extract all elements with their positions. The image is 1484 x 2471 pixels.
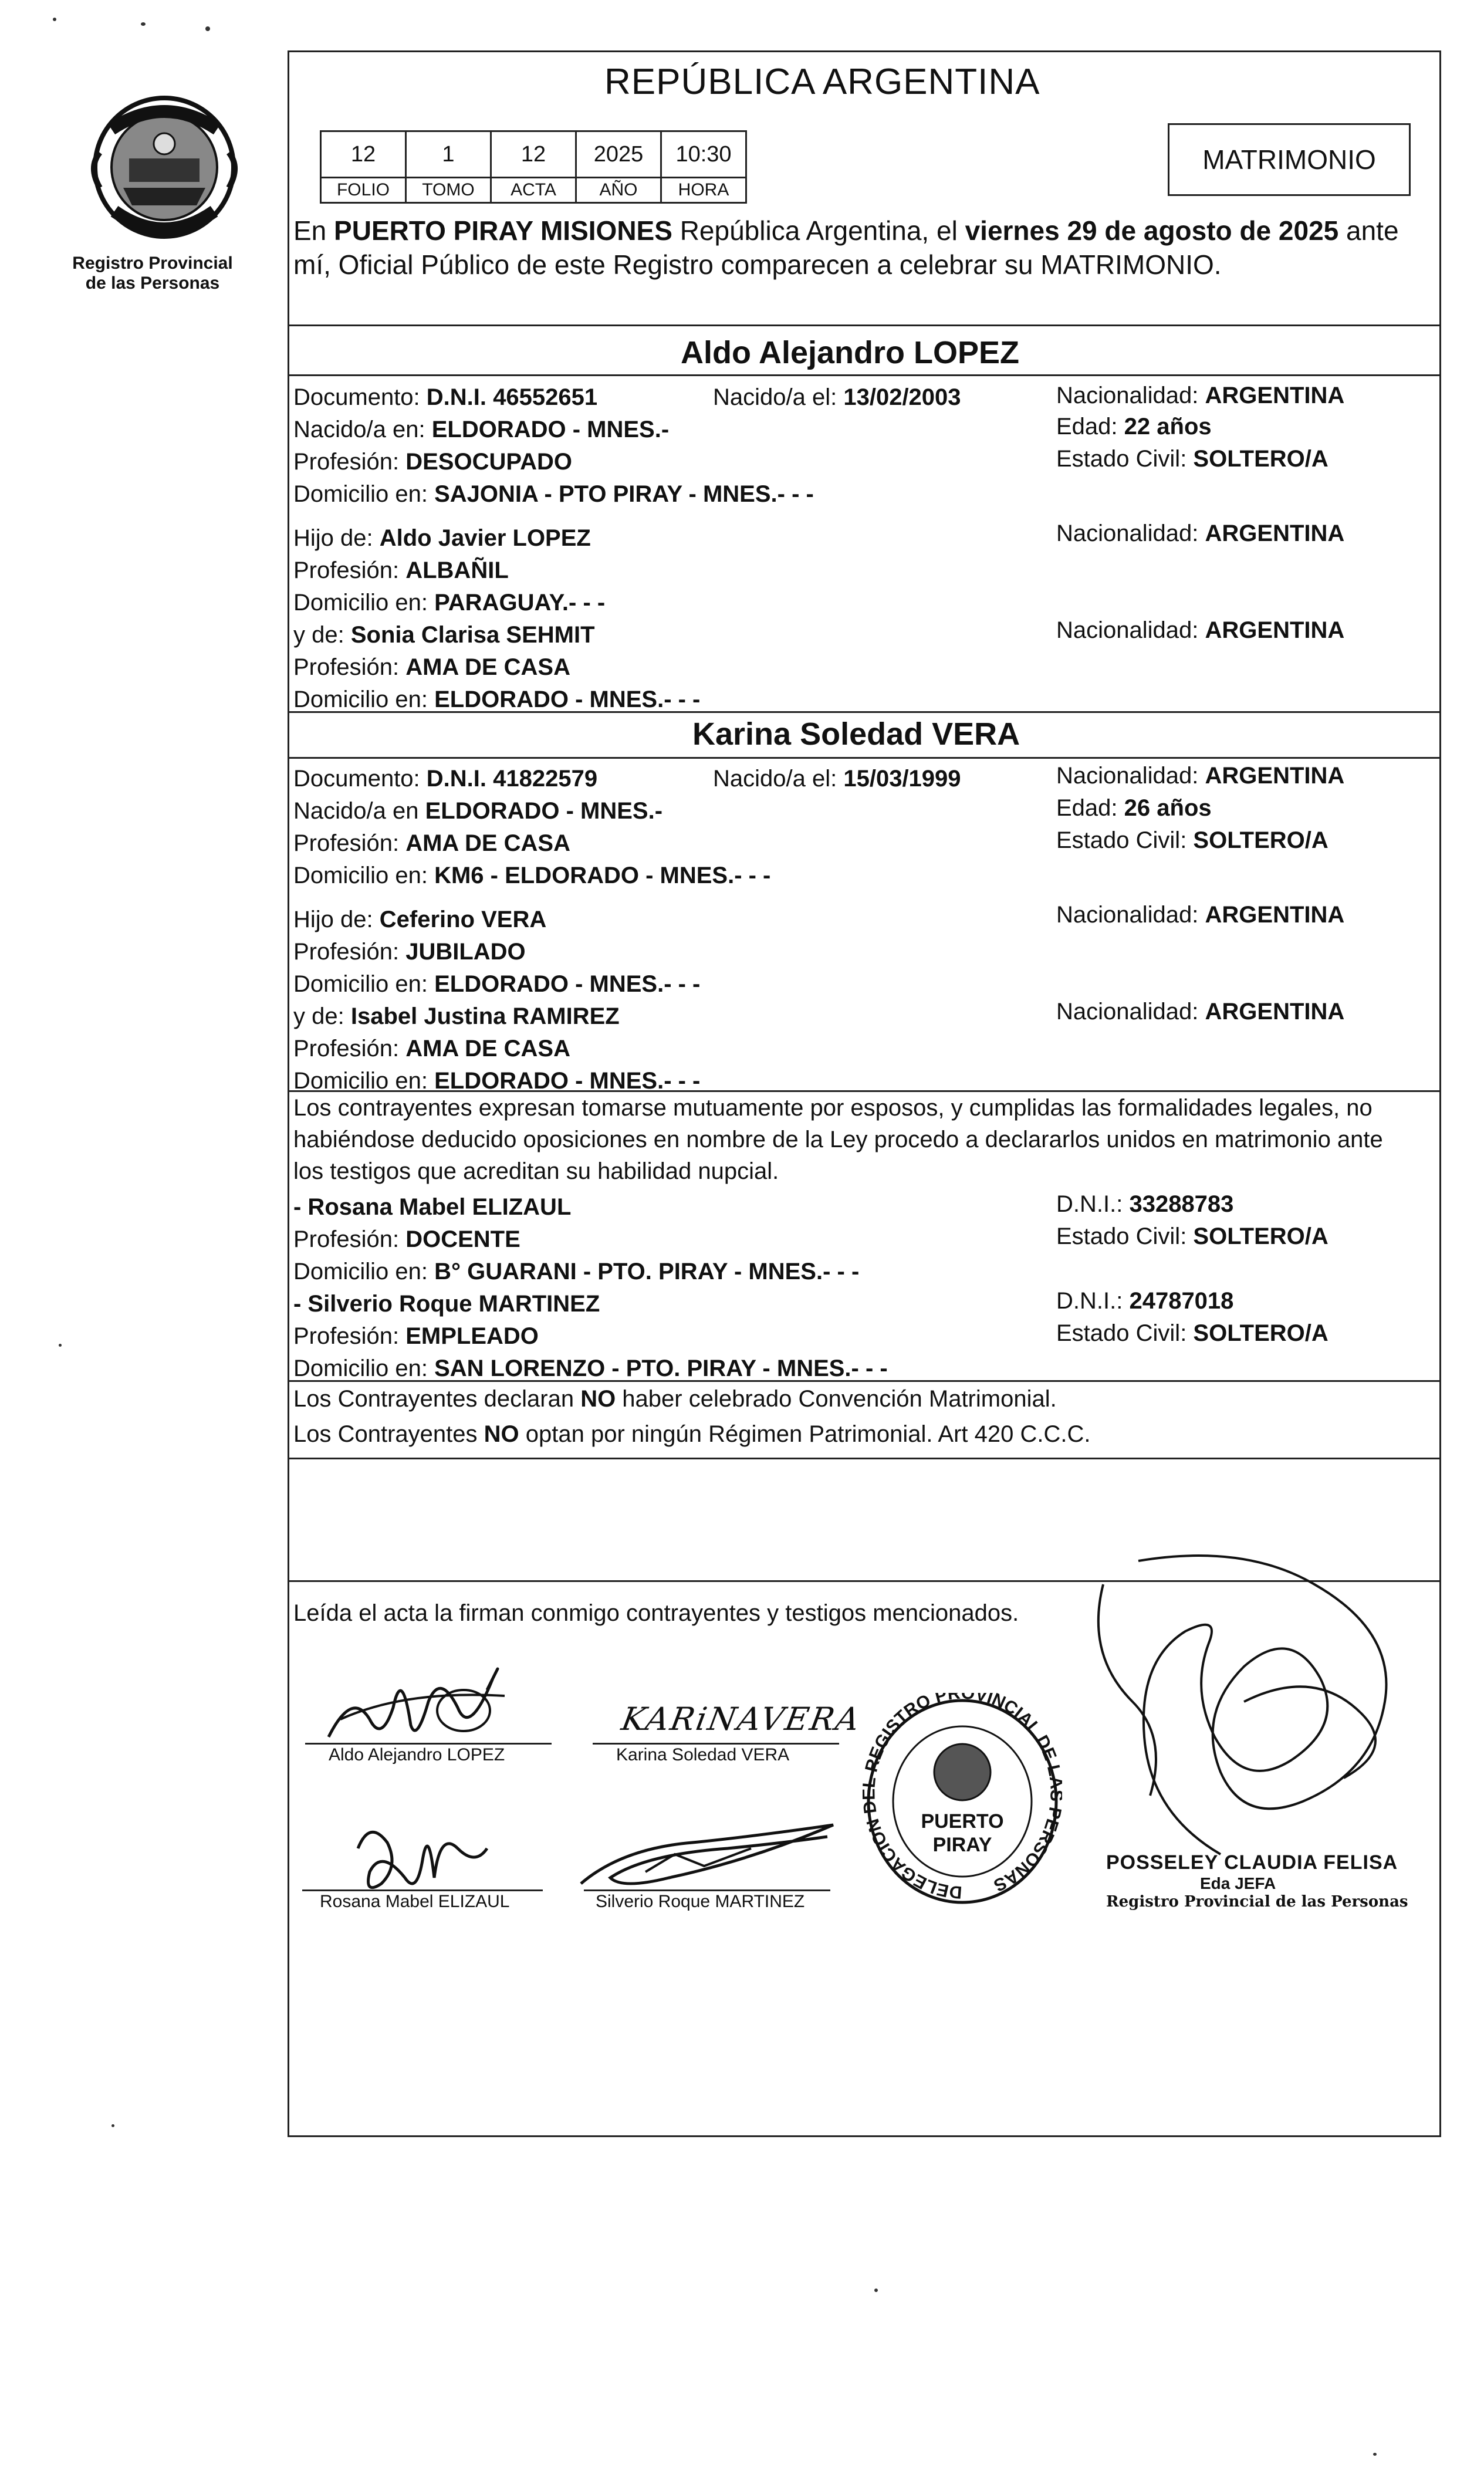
- agency-crest-icon: [88, 88, 241, 246]
- officer-stamp-line-3: Registro Provincial de las Personas: [1106, 1893, 1408, 1911]
- signature-line: [302, 1889, 543, 1891]
- groom-madre-profesion: Profesión: AMA DE CASA: [293, 654, 570, 680]
- folio-value: 12: [321, 131, 406, 178]
- witness-1-signature-caption: Rosana Mabel ELIZAUL: [320, 1892, 510, 1911]
- bride-padre-profesion: Profesión: JUBILADO: [293, 939, 526, 965]
- convention-line-1: Los Contrayentes declaran NO haber celebrado Convención Matrimonial.: [293, 1386, 1057, 1412]
- intro-date: viernes 29 de agosto de 2025: [965, 215, 1339, 246]
- hora-value: 10:30: [661, 131, 746, 178]
- witness-2-dni: D.N.I.: 24787018: [1056, 1288, 1234, 1314]
- groom-name: Aldo Alejandro LOPEZ: [681, 335, 1020, 370]
- officer-stamp: [1106, 1851, 1435, 1911]
- signature-line: [305, 1743, 552, 1745]
- divider: [288, 757, 1441, 759]
- groom-edad: Edad: 22 años: [1056, 414, 1212, 440]
- convention-line-2: Los Contrayentes NO optan por ningún Régimen Patrimonial. Art 420 C.C.C.: [293, 1421, 1091, 1447]
- groom-padre-profesion: Profesión: ALBAÑIL: [293, 557, 509, 583]
- bride-signature-caption: Karina Soledad VERA: [616, 1745, 790, 1764]
- witness-2-domicilio: Domicilio en: SAN LORENZO - PTO. PIRAY - MNES.- - -: [293, 1355, 888, 1381]
- divider: [288, 1380, 1441, 1382]
- groom-estado-civil: Estado Civil: SOLTERO/A: [1056, 446, 1328, 472]
- hora-label: HORA: [661, 178, 746, 203]
- intro-line-2: mí, Oficial Público de este Registro comparecen a celebrar su MATRIMONIO.: [293, 249, 1222, 280]
- acta-label: ACTA: [491, 178, 576, 203]
- witness-2-signature-icon: [575, 1813, 851, 1901]
- bride-name: Karina Soledad VERA: [692, 716, 1020, 752]
- intro-text-a: En: [293, 215, 334, 246]
- bride-profesion: Profesión: AMA DE CASA: [293, 830, 570, 856]
- declaration-line-3: los testigos que acreditan su habilidad nupcial.: [293, 1158, 779, 1184]
- scan-speck: [59, 1344, 62, 1347]
- agency-line-2: de las Personas: [85, 273, 220, 293]
- intro-text-b: República Argentina, el: [672, 215, 965, 246]
- bride-documento: Documento: D.N.I. 41822579: [293, 766, 598, 792]
- witness-2-name: - Silverio Roque MARTINEZ: [293, 1291, 600, 1317]
- bride-madre-domicilio: Domicilio en: ELDORADO - MNES.- - -: [293, 1068, 701, 1094]
- scan-speck: [111, 2124, 114, 2127]
- signature-line: [593, 1743, 839, 1745]
- declaration-line-1: Los contrayentes expresan tomarse mutuamente por esposos, y cumplidas las formalidades legales, no: [293, 1095, 1373, 1121]
- officer-signature-icon: [1068, 1549, 1432, 1878]
- bride-madre-nacionalidad: Nacionalidad: ARGENTINA: [1056, 999, 1345, 1025]
- bride-estado-civil: Estado Civil: SOLTERO/A: [1056, 827, 1328, 853]
- divider: [288, 1090, 1441, 1092]
- scan-speck: [874, 2289, 878, 2292]
- bride-madre: y de: Isabel Justina RAMIREZ: [293, 1003, 620, 1029]
- groom-signature-icon: [317, 1655, 516, 1749]
- scan-speck: [205, 26, 210, 31]
- seal-center-2: PIRAY: [932, 1834, 992, 1856]
- intro-text-c: ante: [1338, 215, 1399, 246]
- bride-edad: Edad: 26 años: [1056, 795, 1212, 821]
- officer-stamp-line-2: Eda JEFA: [1200, 1874, 1276, 1892]
- folio-label: FOLIO: [321, 178, 406, 203]
- bride-nacido-el: Nacido/a el: 15/03/1999: [713, 766, 961, 792]
- groom-madre-domicilio: Domicilio en: ELDORADO - MNES.- - -: [293, 687, 701, 712]
- intro-place: PUERTO PIRAY MISIONES: [334, 215, 672, 246]
- closing-text: Leída el acta la firman conmigo contrayentes y testigos mencionados.: [293, 1600, 1019, 1626]
- signature-line: [584, 1889, 830, 1891]
- scan-speck: [141, 22, 146, 26]
- acta-value: 12: [491, 131, 576, 178]
- official-seal: [863, 1693, 1062, 1910]
- witness-1-name: - Rosana Mabel ELIZAUL: [293, 1194, 572, 1220]
- intro-line-1: [293, 214, 1399, 247]
- groom-madre-nacionalidad: Nacionalidad: ARGENTINA: [1056, 617, 1345, 643]
- bride-domicilio: Domicilio en: KM6 - ELDORADO - MNES.- - -: [293, 863, 771, 888]
- ano-label: AÑO: [576, 178, 661, 203]
- ano-value: 2025: [576, 131, 661, 178]
- document-type-box: MATRIMONIO: [1168, 123, 1411, 196]
- witness-1-domicilio: Domicilio en: B° GUARANI - PTO. PIRAY - MNES.- - -: [293, 1259, 860, 1284]
- agency-line-1: Registro Provincial: [72, 253, 233, 273]
- page-title: REPÚBLICA ARGENTINA: [604, 62, 1040, 102]
- bride-padre-nacionalidad: Nacionalidad: ARGENTINA: [1056, 902, 1345, 928]
- divider: [288, 324, 1441, 326]
- tomo-value: 1: [406, 131, 491, 178]
- divider: [288, 374, 1441, 376]
- groom-nacido-en: Nacido/a en: ELDORADO - MNES.-: [293, 417, 670, 442]
- bride-madre-profesion: Profesión: AMA DE CASA: [293, 1036, 570, 1062]
- witness-2-estado-civil: Estado Civil: SOLTERO/A: [1056, 1320, 1328, 1346]
- tomo-label: TOMO: [406, 178, 491, 203]
- witness-2-signature-caption: Silverio Roque MARTINEZ: [596, 1892, 805, 1911]
- witness-1-profesion: Profesión: DOCENTE: [293, 1226, 520, 1252]
- agency-name: [65, 253, 241, 293]
- seal-center-1: PUERTO: [921, 1810, 1004, 1833]
- officer-stamp-line-1: POSSELEY CLAUDIA FELISA: [1106, 1851, 1398, 1874]
- groom-padre: Hijo de: Aldo Javier LOPEZ: [293, 525, 591, 551]
- witness-1-signature-icon: [346, 1813, 499, 1901]
- groom-domicilio: Domicilio en: SAJONIA - PTO PIRAY - MNES.- - -: [293, 481, 814, 507]
- record-number-grid: [320, 130, 747, 204]
- bride-handwritten-signature: KARiNAVERA: [618, 1701, 864, 1738]
- groom-madre: y de: Sonia Clarisa SEHMIT: [293, 622, 595, 648]
- groom-nacionalidad: Nacionalidad: ARGENTINA: [1056, 383, 1345, 408]
- groom-padre-domicilio: Domicilio en: PARAGUAY.- - -: [293, 590, 606, 616]
- witness-1-estado-civil: Estado Civil: SOLTERO/A: [1056, 1223, 1328, 1249]
- declaration-line-2: habiéndose deducido oposiciones en nombre de la Ley procedo a declararlos unidos en matrimonio ante: [293, 1127, 1383, 1152]
- divider: [288, 711, 1441, 713]
- scan-speck: [1373, 2453, 1377, 2456]
- groom-profesion: Profesión: DESOCUPADO: [293, 449, 572, 475]
- bride-padre-domicilio: Domicilio en: ELDORADO - MNES.- - -: [293, 971, 701, 997]
- bride-nacionalidad: Nacionalidad: ARGENTINA: [1056, 763, 1345, 789]
- bride-padre: Hijo de: Ceferino VERA: [293, 907, 547, 932]
- groom-documento: Documento: D.N.I. 46552651: [293, 384, 598, 410]
- witness-2-profesion: Profesión: EMPLEADO: [293, 1323, 539, 1349]
- groom-nacido-el: Nacido/a el: 13/02/2003: [713, 384, 961, 410]
- groom-padre-nacionalidad: Nacionalidad: ARGENTINA: [1056, 520, 1345, 546]
- bride-nacido-en: Nacido/a en ELDORADO - MNES.-: [293, 798, 663, 824]
- divider: [288, 1458, 1441, 1459]
- witness-1-dni: D.N.I.: 33288783: [1056, 1191, 1234, 1217]
- groom-signature-caption: Aldo Alejandro LOPEZ: [329, 1745, 505, 1764]
- scan-speck: [53, 18, 56, 21]
- seal-ring-text: DELEGACION REGISTRO PROVINCIAL DE ERSONAS: [863, 1693, 1062, 1902]
